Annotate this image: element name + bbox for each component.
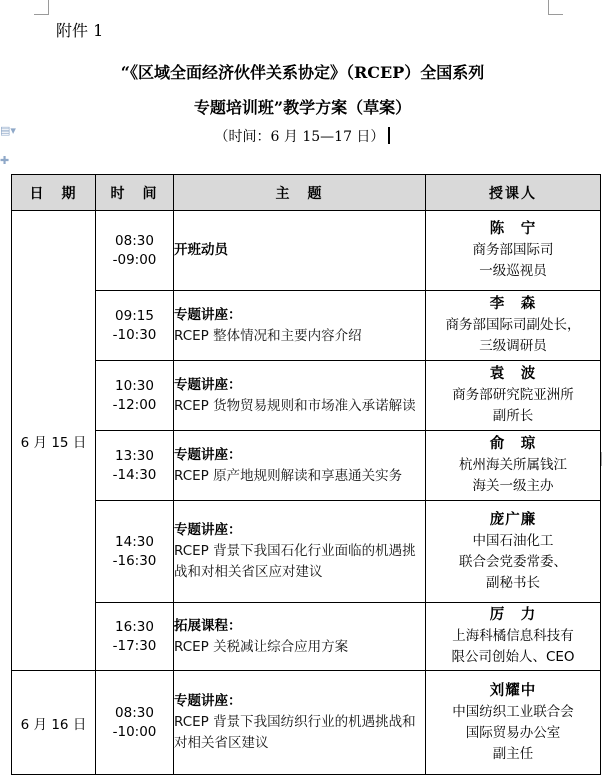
time-start: 13:30 (115, 447, 154, 464)
text-cursor (388, 127, 390, 144)
speaker-cell (426, 291, 601, 361)
table-header-row (12, 175, 601, 211)
topic-description: RCEP 背景下我国纺织行业的机遇挑战和对相关省区建议 (174, 714, 416, 751)
topic-title: 专题讲座： (174, 522, 242, 538)
speaker-title-line: 商务部国际司 (472, 242, 554, 258)
document-title-line-2: 专题培训班”教学方案（草案） (193, 98, 412, 117)
time-start: 08:30 (115, 704, 154, 721)
time-cell (96, 291, 174, 361)
speaker-title-line: 限公司创始人、CEO (451, 649, 575, 665)
topic-title: 拓展课程： (174, 617, 242, 634)
speaker-name: 庞广廉 (489, 511, 537, 528)
subtitle-text: （时间：6 月 15—17 日） (214, 129, 385, 145)
time-end: -16:30 (112, 552, 157, 569)
document-subtitle (0, 126, 605, 146)
speaker-title-line: 上海科橘信息科技有 (452, 628, 574, 644)
table-row (12, 361, 601, 431)
speaker-name: 刘耀中 (489, 682, 537, 699)
table-row (12, 431, 601, 501)
speaker-name: 袁 波 (489, 366, 537, 382)
speaker-title-line: 联合会党委常委、 (459, 553, 567, 570)
speaker-title-line: 一级巡视员 (479, 263, 547, 279)
header-topic: 主 题 (174, 175, 426, 211)
schedule-table (11, 174, 601, 775)
topic-title: 专题讲座： (174, 376, 242, 393)
speaker-title-line: 副主任 (492, 745, 534, 762)
speaker-name: 陈 宁 (489, 221, 537, 237)
time-end: -14:30 (112, 466, 157, 483)
topic-cell (174, 211, 426, 291)
crop-mark-top-right (548, 0, 563, 15)
speaker-title-line: 国际贸易办公室 (465, 724, 561, 741)
time-start: 14:30 (115, 533, 154, 550)
speaker-title-line: 商务部国际司副处长， (445, 317, 581, 333)
paragraph-icon[interactable]: ▤▾ (0, 124, 16, 137)
topic-title: 专题讲座： (174, 306, 242, 323)
topic-description: RCEP 背景下我国石化行业面临的机遇挑战和对相关省区应对建议 (174, 543, 416, 580)
speaker-title-line: 副所长 (492, 408, 534, 424)
topic-title: 专题讲座： (174, 446, 242, 463)
topic-cell (174, 361, 426, 431)
table-row (12, 291, 601, 361)
speaker-cell (426, 431, 601, 501)
topic-cell (174, 431, 426, 501)
topic-description: RCEP 货物贸易规则和市场准入承诺解读 (174, 397, 416, 414)
speaker-title-line: 中国纺织工业联合会 (452, 703, 574, 720)
attachment-label: 附件 1 (56, 21, 104, 40)
time-cell (96, 431, 174, 501)
speaker-name: 厉 力 (489, 607, 537, 623)
topic-title: 开班动员 (174, 242, 228, 258)
topic-description: RCEP 原产地规则解读和享惠通关实务 (174, 467, 403, 484)
table-row (12, 671, 601, 775)
speaker-title-line: 副秘书长 (486, 574, 540, 591)
time-cell (96, 211, 174, 291)
table-row (12, 211, 601, 291)
time-cell (96, 671, 174, 775)
speaker-title-line: 三级调研员 (479, 338, 547, 354)
speaker-title-line: 中国石油化工 (472, 532, 554, 549)
time-end: -10:00 (112, 723, 157, 740)
topic-cell (174, 671, 426, 775)
speaker-name: 李 森 (489, 296, 537, 312)
time-end: -09:00 (112, 251, 157, 268)
speaker-cell (426, 211, 601, 291)
table-move-handle-icon[interactable]: ✚ (0, 154, 10, 167)
speaker-name: 俞 琼 (489, 436, 537, 452)
scroll-marker (601, 452, 605, 466)
time-start: 10:30 (115, 377, 154, 394)
speaker-cell (426, 671, 601, 775)
time-cell (96, 361, 174, 431)
header-time: 时 间 (96, 175, 174, 211)
date-cell: 6 月 15 日 (12, 211, 96, 671)
header-date: 日 期 (12, 175, 96, 211)
time-cell (96, 603, 174, 671)
table-row (12, 603, 601, 671)
date-cell: 6 月 16 日 (12, 671, 96, 775)
speaker-cell (426, 361, 601, 431)
topic-cell (174, 291, 426, 361)
time-end: -10:30 (112, 326, 157, 343)
speaker-cell (426, 501, 601, 603)
topic-title: 专题讲座： (174, 693, 242, 709)
header-speaker: 授课人 (426, 175, 601, 211)
speaker-title-line: 杭州海关所属钱江 (459, 457, 567, 473)
topic-cell (174, 603, 426, 671)
time-start: 16:30 (115, 618, 154, 635)
time-cell (96, 501, 174, 603)
crop-mark-top-left (34, 0, 49, 15)
speaker-cell (426, 603, 601, 671)
time-end: -17:30 (112, 637, 157, 654)
time-start: 08:30 (115, 232, 154, 249)
topic-description: RCEP 关税减让综合应用方案 (174, 638, 349, 655)
speaker-title-line: 商务部研究院亚洲所 (452, 387, 574, 403)
time-start: 09:15 (115, 307, 154, 324)
table-row (12, 501, 601, 603)
document-title-line-1: “《区域全面经济伙伴关系协定》（RCEP）全国系列 (120, 63, 485, 82)
topic-description: RCEP 整体情况和主要内容介绍 (174, 327, 362, 344)
speaker-title-line: 海关一级主办 (472, 478, 554, 494)
time-end: -12:00 (112, 396, 157, 413)
topic-cell (174, 501, 426, 603)
